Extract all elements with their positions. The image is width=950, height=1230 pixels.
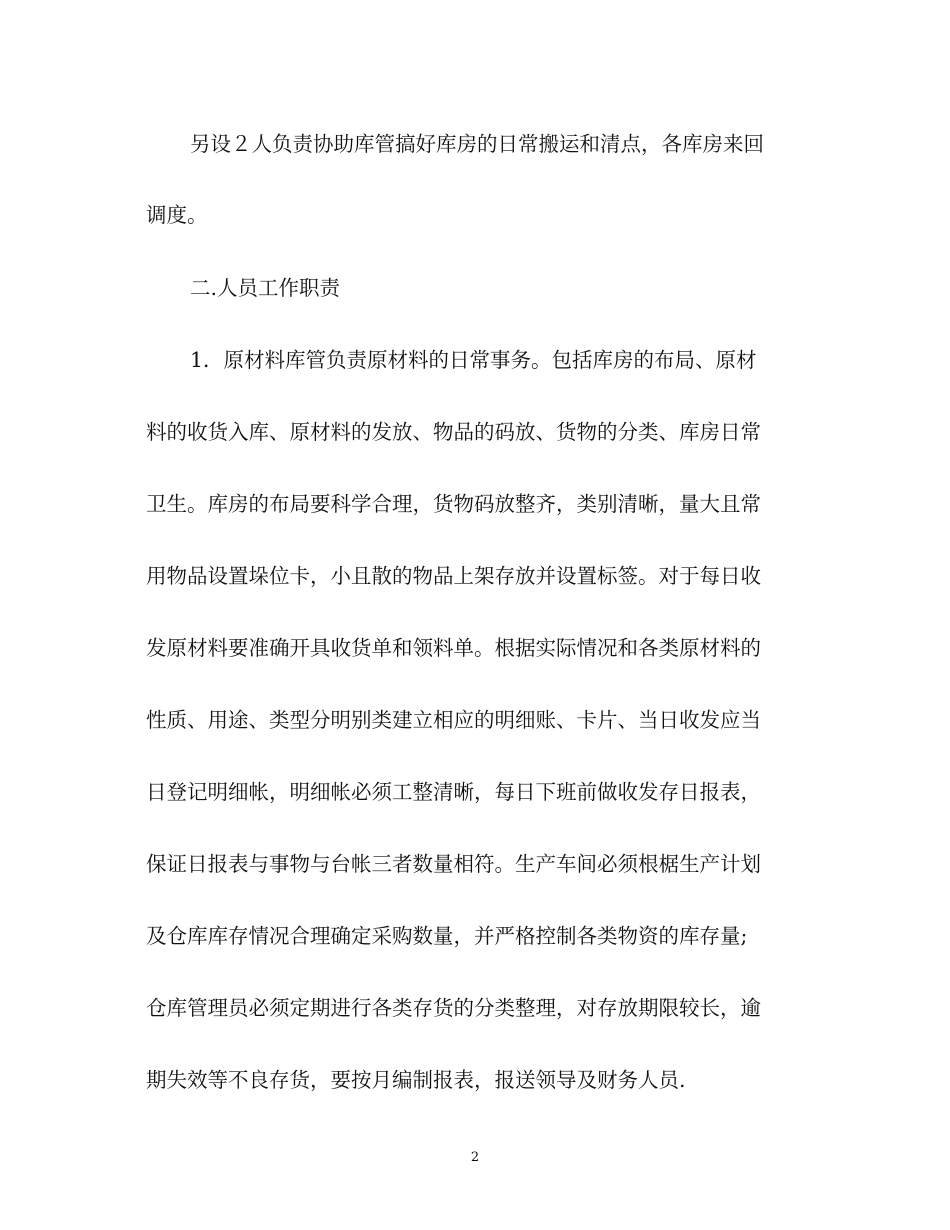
paragraph-line: 1．原材料库管负责原材料的日常事务。包括库房的布局、原材	[190, 348, 757, 372]
paragraph-line: 性质、用途、类型分明别类建立相应的明细账、卡片、当日收发应当	[146, 708, 761, 732]
paragraph-line: 保证日报表与事物与台帐三者数量相符。生产车间必须根椐生产计划	[146, 852, 761, 876]
paragraph-line: 期失效等不良存货，要按月编制报表，报送领导及财务人员.	[146, 1068, 686, 1092]
page-number: 2	[470, 1150, 480, 1165]
paragraph-line: 仓库管理员必须定期进行各类存货的分类整理，对存放期限较长，逾	[146, 996, 761, 1020]
paragraph-line: 用物品设置垛位卡，小且散的物品上架存放并设置标签。对于每日收	[146, 564, 761, 588]
section-heading: 二.人员工作职责	[190, 276, 341, 300]
paragraph-line: 及仓库库存情况合理确定采购数量，并严格控制各类物资的库存量;	[146, 924, 748, 948]
paragraph-line: 调度。	[146, 203, 208, 227]
paragraph-line: 发原材料要准确开具收货单和领料单。根据实际情况和各类原材料的	[146, 636, 761, 660]
paragraph-line: 另设２人负责协助库管搞好库房的日常搬运和清点，各库房来回	[190, 132, 764, 156]
paragraph-line: 料的收货入库、原材料的发放、物品的码放、货物的分类、库房日常	[146, 420, 761, 444]
paragraph-line: 日登记明细帐，明细帐必须工整清晰，每日下班前做收发存日报表，	[146, 780, 761, 804]
paragraph-line: 卫生。库房的布局要科学合理，货物码放整齐，类别清晰，量大且常	[146, 492, 761, 516]
